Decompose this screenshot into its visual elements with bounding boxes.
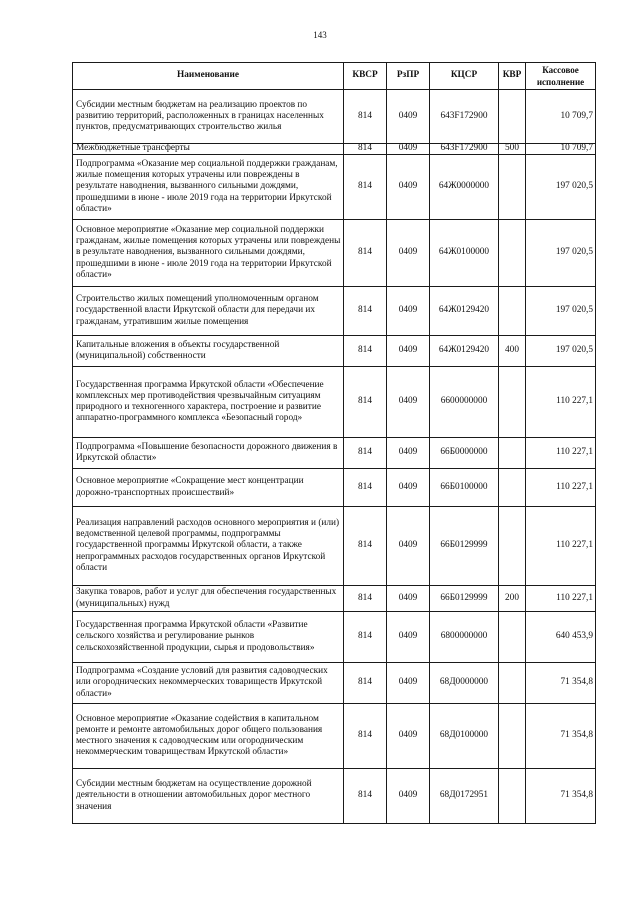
header-rzpr: РзПР <box>386 62 430 90</box>
cell-kvsr: 814 <box>343 335 387 367</box>
cell-kvr <box>498 154 526 220</box>
cell-amount: 110 227,1 <box>525 437 596 469</box>
cell-rzpr: 0409 <box>386 468 430 507</box>
cell-kvr <box>498 219 526 287</box>
cell-rzpr: 0409 <box>386 703 430 769</box>
cell-amount: 197 020,5 <box>525 219 596 287</box>
cell-amount: 640 453,9 <box>525 611 596 663</box>
cell-kvsr: 814 <box>343 154 387 220</box>
cell-kvsr: 814 <box>343 286 387 336</box>
cell-amount: 10 709,7 <box>525 89 596 144</box>
cell-amount: 71 354,8 <box>525 768 596 824</box>
cell-kvr: 200 <box>498 585 526 612</box>
cell-kvsr: 814 <box>343 219 387 287</box>
cell-kvsr: 814 <box>343 662 387 704</box>
cell-rzpr: 0409 <box>386 366 430 438</box>
cell-name: Основное мероприятие «Оказание содействия в капитальном ремонте и ремонте автомобильных дорог общего пользования местного значения к садоводческим или огородническим некоммерческим товариществам Иркутской области» <box>72 703 344 769</box>
cell-rzpr: 0409 <box>386 437 430 469</box>
cell-kvsr: 814 <box>343 506 387 586</box>
cell-kvr <box>498 286 526 336</box>
cell-amount: 71 354,8 <box>525 703 596 769</box>
cell-kvsr: 814 <box>343 89 387 144</box>
header-name: Наименование <box>72 62 344 90</box>
cell-name: Подпрограмма «Повышение безопасности дорожного движения в Иркутской области» <box>72 437 344 469</box>
header-kvr: КВР <box>498 62 526 90</box>
cell-kvsr: 814 <box>343 143 387 155</box>
cell-amount: 110 227,1 <box>525 585 596 612</box>
cell-rzpr: 0409 <box>386 611 430 663</box>
cell-name: Государственная программа Иркутской области «Развитие сельского хозяйства и регулирование рынков сельскохозяйственной продукции, сырья и продовольствия» <box>72 611 344 663</box>
cell-kcsr: 68Д0172951 <box>429 768 499 824</box>
cell-amount: 110 227,1 <box>525 468 596 507</box>
cell-kcsr: 643F172900 <box>429 89 499 144</box>
cell-rzpr: 0409 <box>386 585 430 612</box>
header-kcsr: КЦСР <box>429 62 499 90</box>
cell-kcsr: 68Д0000000 <box>429 662 499 704</box>
page-number: 143 <box>313 30 327 40</box>
cell-kvr <box>498 768 526 824</box>
cell-kcsr: 64Ж0129420 <box>429 335 499 367</box>
cell-kvr <box>498 506 526 586</box>
cell-name: Государственная программа Иркутской области «Обеспечение комплексных мер противодействия чрезвычайным ситуациям природного и техногенного характера, построение и развитие аппаратно-программного комплекса «Безопасный город» <box>72 366 344 438</box>
cell-kcsr: 66Б0000000 <box>429 437 499 469</box>
cell-rzpr: 0409 <box>386 506 430 586</box>
cell-kvr <box>498 437 526 469</box>
cell-kcsr: 64Ж0129420 <box>429 286 499 336</box>
cell-amount: 110 227,1 <box>525 506 596 586</box>
cell-kvr <box>498 366 526 438</box>
cell-kvr: 500 <box>498 143 526 155</box>
cell-name: Основное мероприятие «Сокращение мест концентрации дорожно-транспортных происшествий» <box>72 468 344 507</box>
cell-kvsr: 814 <box>343 437 387 469</box>
cell-kcsr: 66Б0100000 <box>429 468 499 507</box>
cell-kcsr: 64Ж0100000 <box>429 219 499 287</box>
header-kvsr: КВСР <box>343 62 387 90</box>
cell-amount: 10 709,7 <box>525 143 596 155</box>
cell-name: Капитальные вложения в объекты государственной (муниципальной) собственности <box>72 335 344 367</box>
cell-kcsr: 66Б0129999 <box>429 506 499 586</box>
cell-rzpr: 0409 <box>386 143 430 155</box>
cell-name: Подпрограмма «Создание условий для развития садоводческих или огороднических некоммерческих товариществ Иркутской области» <box>72 662 344 704</box>
cell-kvr <box>498 89 526 144</box>
cell-kvsr: 814 <box>343 585 387 612</box>
cell-rzpr: 0409 <box>386 286 430 336</box>
cell-kvsr: 814 <box>343 468 387 507</box>
cell-rzpr: 0409 <box>386 768 430 824</box>
cell-kcsr: 66Б0129999 <box>429 585 499 612</box>
cell-rzpr: 0409 <box>386 89 430 144</box>
cell-kvr <box>498 662 526 704</box>
cell-name: Закупка товаров, работ и услуг для обеспечения государственных (муниципальных) нужд <box>72 585 344 612</box>
cell-rzpr: 0409 <box>386 219 430 287</box>
cell-name: Субсидии местным бюджетам на осуществление дорожной деятельности в отношении автомобильных дорог местного значения <box>72 768 344 824</box>
cell-kvsr: 814 <box>343 366 387 438</box>
cell-kvr <box>498 468 526 507</box>
cell-amount: 197 020,5 <box>525 154 596 220</box>
cell-name: Подпрограмма «Оказание мер социальной поддержки гражданам, жилые помещения которых утрачены или повреждены в результате наводнения, вызванного сильными дождями, прошедшими в июне - июле 2019 года на территории Иркутской области» <box>72 154 344 220</box>
cell-rzpr: 0409 <box>386 335 430 367</box>
header-amount: Кассовое исполнение <box>525 62 596 90</box>
cell-kvr: 400 <box>498 335 526 367</box>
cell-kcsr: 643F172900 <box>429 143 499 155</box>
cell-name: Субсидии местным бюджетам на реализацию проектов по развитию территорий, расположенных в границах населенных пунктов, предусматривающих строительство жилья <box>72 89 344 144</box>
cell-kvsr: 814 <box>343 611 387 663</box>
cell-kcsr: 68Д0100000 <box>429 703 499 769</box>
cell-kvr <box>498 611 526 663</box>
cell-name: Межбюджетные трансферты <box>72 143 344 155</box>
cell-name: Основное мероприятие «Оказание мер социальной поддержки гражданам, жилые помещения которых утрачены или повреждены в результате наводнения, вызванного сильными дождями, прошедшими в июне - июле 2019 года на территории Иркутской области» <box>72 219 344 287</box>
cell-kvsr: 814 <box>343 768 387 824</box>
cell-amount: 197 020,5 <box>525 286 596 336</box>
cell-kcsr: 6600000000 <box>429 366 499 438</box>
cell-amount: 71 354,8 <box>525 662 596 704</box>
cell-rzpr: 0409 <box>386 154 430 220</box>
cell-name: Реализация направлений расходов основного мероприятия и (или) ведомственной целевой программы, подпрограммы государственной программы Иркутской области, а также непрограммных расходов государственных органов Иркутской области <box>72 506 344 586</box>
cell-name: Строительство жилых помещений уполномоченным органом государственной власти Иркутской области для передачи их гражданам, утратившим жилые помещения <box>72 286 344 336</box>
cell-amount: 110 227,1 <box>525 366 596 438</box>
cell-kcsr: 6800000000 <box>429 611 499 663</box>
cell-kcsr: 64Ж0000000 <box>429 154 499 220</box>
cell-kvr <box>498 703 526 769</box>
cell-rzpr: 0409 <box>386 662 430 704</box>
cell-kvsr: 814 <box>343 703 387 769</box>
cell-amount: 197 020,5 <box>525 335 596 367</box>
